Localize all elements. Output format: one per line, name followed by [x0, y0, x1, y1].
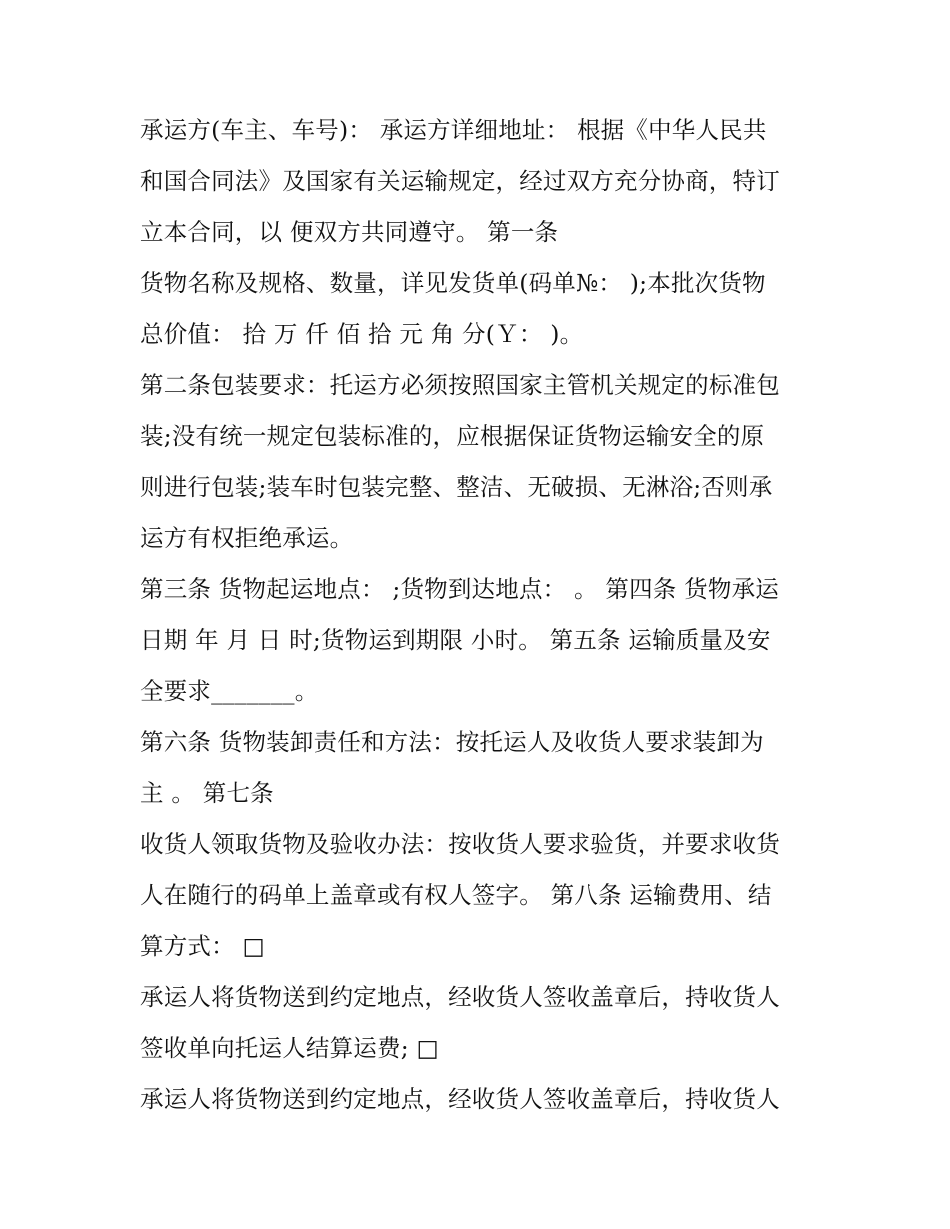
text-line-16: 人在随行的码单上盖章或有权人签字。 第八条 运输费用、结 [140, 881, 772, 909]
text-line-6: 第二条包装要求：托运方必须按照国家主管机关规定的标准包 [140, 371, 780, 399]
text-line-19: 签收单向托运人结算运费; □ [140, 1034, 439, 1062]
text-line-8: 则进行包装;装车时包装完整、整洁、无破损、无淋浴;否则承 [140, 473, 773, 501]
text-line-3: 立本合同，以 便双方共同遵守。 第一条 [140, 218, 559, 246]
text-line-1: 承运方(车主、车号)： 承运方详细地址： 根据《中华人民共 [140, 116, 767, 144]
text-line-9: 运方有权拒绝承运。 [140, 524, 354, 552]
text-line-4: 货物名称及规格、数量，详见发货单(码单№： );本批次货物 [140, 269, 766, 297]
text-line-13: 第六条 货物装卸责任和方法：按托运人及收货人要求装卸为 [140, 728, 764, 756]
text-line-17: 算方式： □ [140, 932, 265, 960]
text-line-10: 第三条 货物起运地点： ;货物到达地点： 。 第四条 货物承运 [140, 575, 779, 603]
text-line-11: 日期 年 月 日 时;货物运到期限 小时。 第五条 运输质量及安 [140, 626, 771, 654]
text-line-12: 全要求_______。 [140, 677, 319, 705]
text-line-5: 总价值： 拾 万 仟 佰 拾 元 角 分(Ｙ： )。 [140, 320, 584, 348]
text-line-18: 承运人将货物送到约定地点，经收货人签收盖章后，持收货人 [140, 983, 780, 1011]
text-line-20: 承运人将货物送到约定地点，经收货人签收盖章后，持收货人 [140, 1085, 780, 1113]
text-line-15: 收货人领取货物及验收办法：按收货人要求验货，并要求收货 [140, 830, 780, 858]
text-line-7: 装;没有统一规定包装标准的，应根据保证货物运输安全的原 [140, 422, 765, 450]
text-line-14: 主 。 第七条 [140, 779, 274, 807]
text-line-2: 和国合同法》及国家有关运输规定，经过双方充分协商，特订 [140, 167, 780, 195]
